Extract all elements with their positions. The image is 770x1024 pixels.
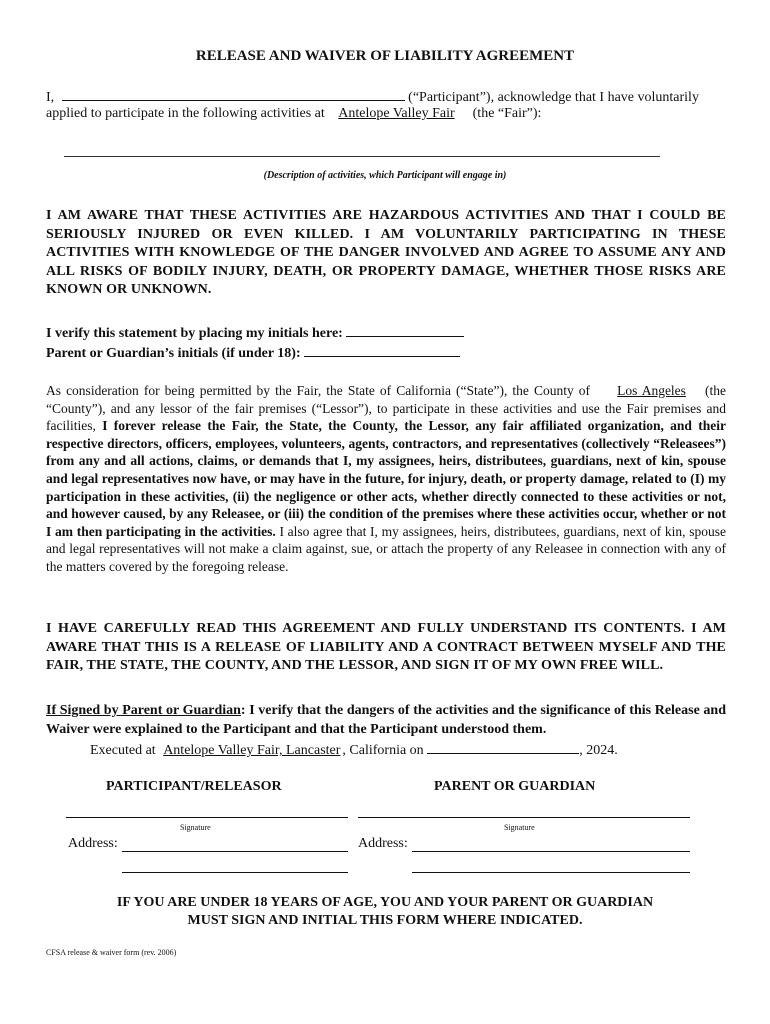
participant-address-label: Address: bbox=[68, 836, 118, 851]
activities-caption: (Description of activities, which Participant will engage in) bbox=[263, 170, 507, 181]
guardian-initials-field[interactable] bbox=[304, 344, 460, 357]
guardian-initials-label: Parent or Guardian’s initials (if under 18): bbox=[46, 346, 301, 361]
under18-notice-line-2: MUST SIGN AND INITIAL THIS FORM WHERE INDICATED. bbox=[187, 913, 583, 928]
participant-address-field-2[interactable] bbox=[122, 872, 348, 873]
acknowledgement-statement: I HAVE CAREFULLY READ THIS AGREEMENT AND FULLY UNDERSTAND ITS CONTENTS. I AM AWARE THAT THIS IS A RELEASE OF LIABILITY AND A CONTRACT BETWEEN MYSELF AND THE FAIR, THE STATE, THE COUNTY, AND THE LESSOR, AND SIGN IT OF MY OWN FREE WILL. bbox=[46, 621, 726, 673]
intro-line-1 bbox=[46, 88, 699, 106]
activities-description-field[interactable] bbox=[64, 156, 660, 157]
executed-year: , 2024. bbox=[579, 743, 618, 758]
guardian-signature-heading: PARENT OR GUARDIAN bbox=[434, 779, 596, 794]
participant-address-field-1[interactable] bbox=[122, 851, 348, 852]
hazard-statement: I AM AWARE THAT THESE ACTIVITIES ARE HAZARDOUS ACTIVITIES AND THAT I COULD BE SERIOUSLY INJURED OR EVEN KILLED. I AM VOLUNTARILY PARTICIPATING IN THESE ACTIVITIES WITH KNOWLEDGE OF THE DANGER INVOLVED AND AGREE TO ASSUME ANY AND ALL RISKS OF BODILY INJURY, DEATH, OR PROPERTY DAMAGE, WHETHER THOSE RISKS ARE KNOWN OR UNKNOWN. bbox=[46, 208, 726, 297]
participant-initials-row bbox=[46, 324, 464, 342]
intro-line2-suffix: (the “Fair”): bbox=[472, 106, 542, 121]
consideration-part-3: I also agree that I, my assignees, heirs, distributees, guardians, next of kin, spouse and legal representatives will not make a claim against, sue, or attach the property of any Releasee in connection with any of the matters covered by the foregoing release. bbox=[46, 523, 727, 574]
participant-name-field[interactable] bbox=[62, 88, 405, 101]
participant-signature-field[interactable] bbox=[66, 817, 348, 818]
participant-initials-field[interactable] bbox=[346, 324, 464, 337]
executed-line bbox=[90, 741, 618, 759]
guardian-signature-caption: Signature bbox=[504, 823, 535, 832]
executed-place: Antelope Valley Fair, Lancaster bbox=[163, 743, 341, 758]
intro-line2-prefix: applied to participate in the following activities at bbox=[46, 106, 325, 121]
fair-name: Antelope Valley Fair bbox=[338, 106, 455, 121]
participant-signature-heading: PARTICIPANT/RELEASOR bbox=[106, 779, 282, 794]
participant-tag: (“Participant”), acknowledge that I have voluntarily bbox=[408, 90, 699, 105]
form-revision-footer: CFSA release & waiver form (rev. 2006) bbox=[46, 948, 177, 957]
participant-initials-label: I verify this statement by placing my initials here: bbox=[46, 326, 343, 341]
executed-middle: , California on bbox=[342, 743, 424, 758]
guardian-signature-field[interactable] bbox=[358, 817, 690, 818]
guardian-heading: If Signed by Parent or Guardian bbox=[46, 703, 241, 718]
guardian-verification bbox=[46, 702, 726, 739]
intro-prefix: I, bbox=[46, 90, 55, 105]
under18-notice-line-1: IF YOU ARE UNDER 18 YEARS OF AGE, YOU AND YOUR PARENT OR GUARDIAN bbox=[116, 895, 654, 910]
guardian-initials-row bbox=[46, 344, 460, 362]
participant-signature-caption: Signature bbox=[180, 823, 211, 832]
document-title: RELEASE AND WAIVER OF LIABILITY AGREEMENT bbox=[195, 48, 575, 64]
execution-date-field[interactable] bbox=[427, 741, 579, 754]
guardian-address-field-2[interactable] bbox=[412, 872, 690, 873]
guardian-address-field-1[interactable] bbox=[412, 851, 690, 852]
guardian-address-label: Address: bbox=[358, 836, 408, 851]
consideration-paragraph bbox=[46, 382, 726, 576]
county-name: Los Angeles bbox=[617, 383, 686, 398]
intro-line-2 bbox=[46, 106, 541, 122]
executed-prefix: Executed at bbox=[90, 743, 156, 758]
release-clause: I forever release the Fair, the State, the County, the Lessor, any fair affiliated organization, and their respective directors, officers, employees, volunteers, agents, contractors, and representatives (collectively “Releasees”) from any and all actions, claims, or demands that I, my assignees, heirs, distributees, guardians, next of kin, spouse and legal representatives now have, or may have in the future, for injury, death, or property damage, related to (I) my participation in these activities, (ii) the negligence or other acts, whether directly connected to these activities or not, and however caused, by any Releasee, or (iii) the condition of the premises where these activities occur, whether or not I am then participating in the activities. bbox=[46, 418, 726, 539]
guardian-text: : I verify that the dangers of the activities and the significance of this Release and Waiver were explained to the Participant and that the Participant understood them. bbox=[46, 703, 726, 737]
consideration-part-2: (the “County”), and any lessor of the fair premises (“Lessor”), to participate in these activities and use the Fair premises and facilities, bbox=[46, 383, 727, 434]
consideration-part-1: As consideration for being permitted by the Fair, the State of California (“State”), the County of bbox=[46, 383, 591, 398]
